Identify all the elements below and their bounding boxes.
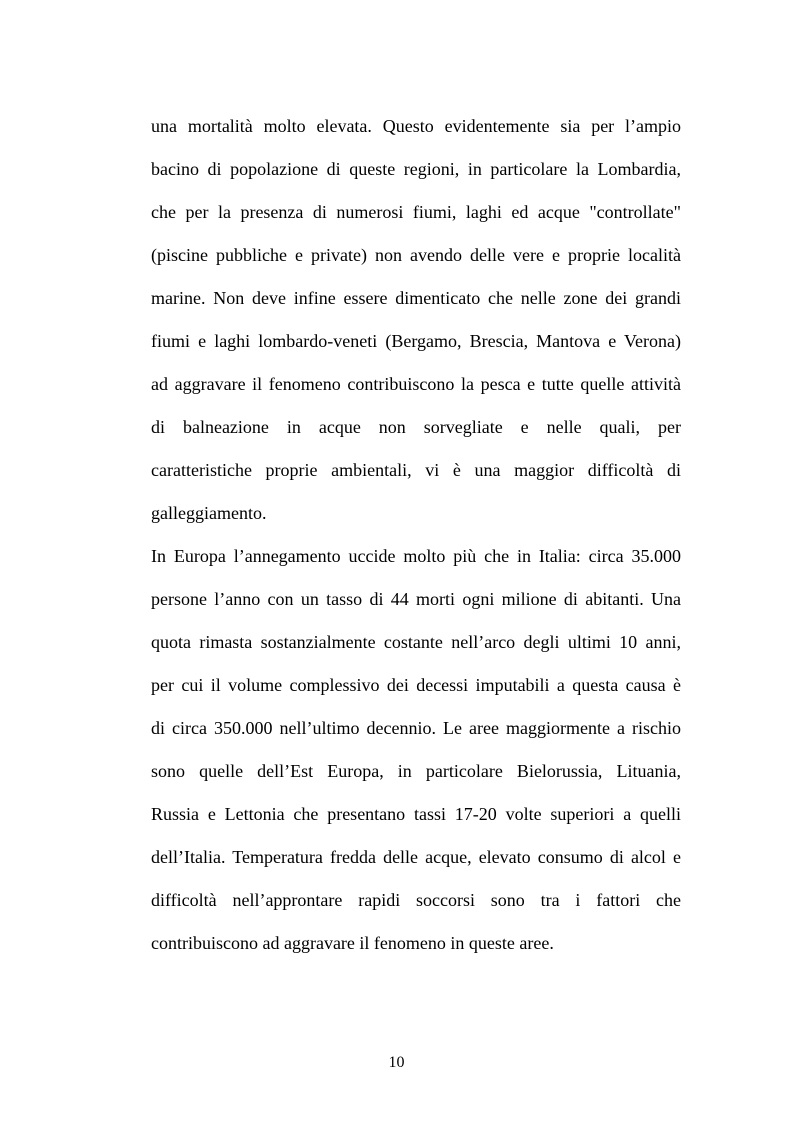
- text-line: dell’Italia. Temperatura fredda delle acque, elevato consumo di alcol e: [151, 847, 681, 867]
- text-line: fiumi e laghi lombardo-veneti (Bergamo, Brescia, Mantova e Verona): [151, 331, 681, 351]
- text-line: caratteristiche proprie ambientali, vi è una maggior difficoltà di: [151, 460, 681, 480]
- text-line: quota rimasta sostanzialmente costante nell’arco degli ultimi 10 anni,: [151, 632, 681, 652]
- text-line: contribuiscono ad aggravare il fenomeno in queste aree.: [151, 933, 554, 953]
- text-line: una mortalità molto elevata. Questo evidentemente sia per l’ampio: [151, 116, 681, 136]
- text-line: ad aggravare il fenomeno contribuiscono la pesca e tutte quelle attività: [151, 374, 681, 394]
- text-line: difficoltà nell’approntare rapidi soccorsi sono tra i fattori che: [151, 890, 681, 910]
- text-line: che per la presenza di numerosi fiumi, laghi ed acque "controllate": [151, 202, 681, 222]
- text-line: In Europa l’annegamento uccide molto più che in Italia: circa 35.000: [151, 546, 681, 566]
- text-line: persone l’anno con un tasso di 44 morti ogni milione di abitanti. Una: [151, 589, 681, 609]
- body-text: [151, 105, 681, 965]
- text-line: galleggiamento.: [151, 503, 267, 523]
- text-line: Russia e Lettonia che presentano tassi 17-20 volte superiori a quelli: [151, 804, 681, 824]
- text-line: di circa 350.000 nell’ultimo decennio. Le aree maggiormente a rischio: [151, 718, 681, 738]
- text-line: bacino di popolazione di queste regioni, in particolare la Lombardia,: [151, 159, 681, 179]
- page-number: 10: [388, 1054, 405, 1071]
- text-line: sono quelle dell’Est Europa, in particolare Bielorussia, Lituania,: [151, 761, 681, 781]
- text-line: di balneazione in acque non sorvegliate e nelle quali, per: [151, 417, 681, 437]
- text-line: per cui il volume complessivo dei decessi imputabili a questa causa è: [151, 675, 681, 695]
- text-line: (piscine pubbliche e private) non avendo delle vere e proprie località: [151, 245, 681, 265]
- text-line: marine. Non deve infine essere dimenticato che nelle zone dei grandi: [151, 288, 681, 308]
